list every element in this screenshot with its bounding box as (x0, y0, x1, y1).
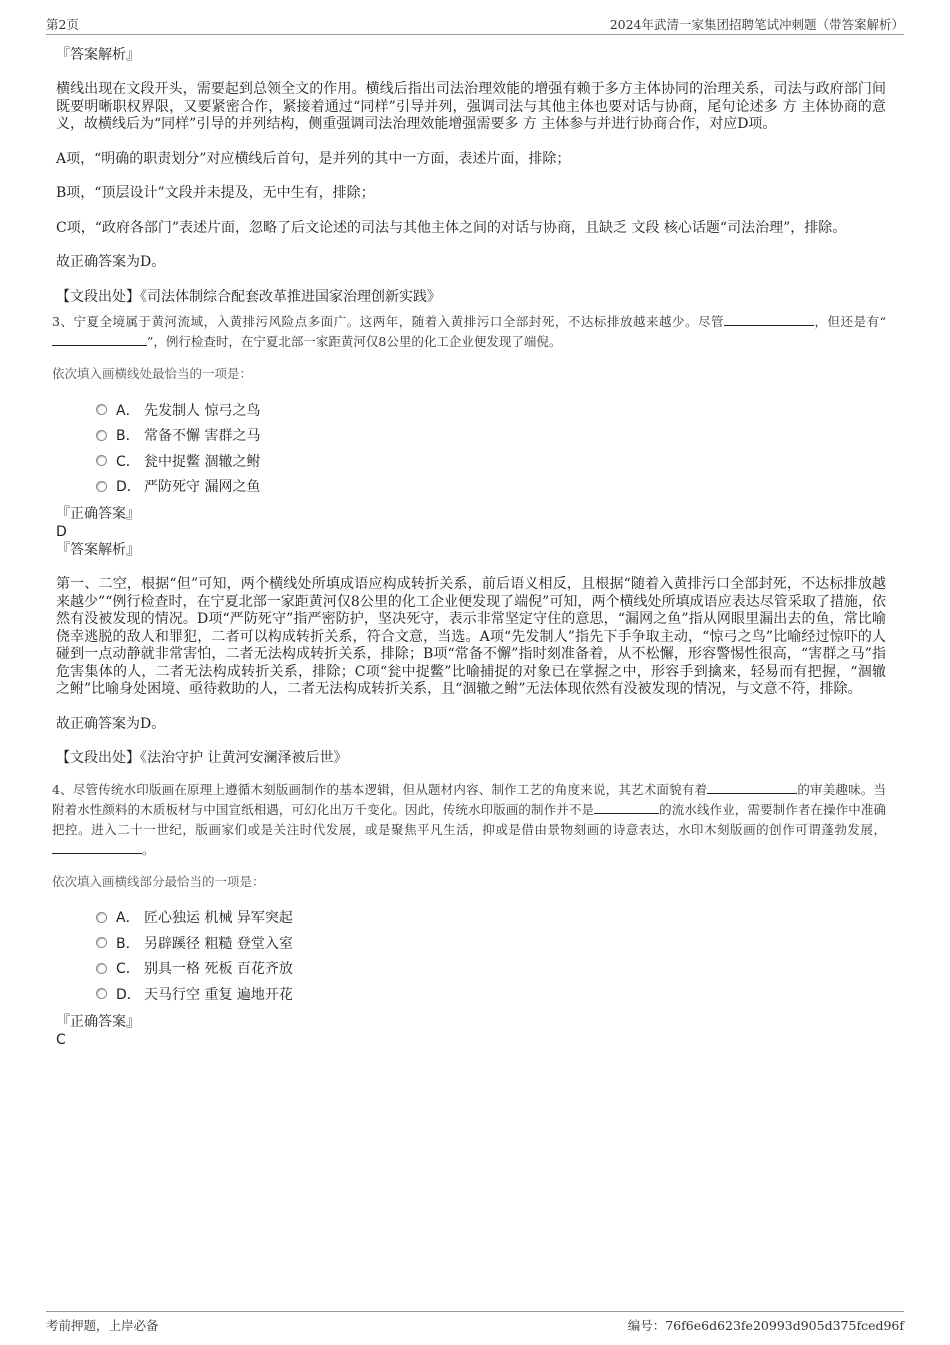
option-d[interactable] (96, 474, 886, 500)
option-text: 严防死守 漏网之鱼 (144, 479, 261, 496)
question-4-prompt: 依次填入画横线部分最恰当的一项是： (52, 873, 265, 889)
page-number: 第2页 (46, 17, 79, 32)
conclusion: 故正确答案为D。 (56, 715, 166, 732)
source-note: 【文段出处】《司法体制综合配套改革推进国家治理创新实践》 (56, 288, 441, 305)
page-header (46, 14, 904, 35)
radio-icon[interactable] (96, 430, 107, 441)
option-a-analysis: A项，“明确的职责划分”对应横线后首句，是并列的其中一方面，表述片面，排除； (56, 150, 571, 167)
answer-blank (707, 781, 797, 794)
question-3-text-a: 3、宁夏全境属于黄河流域，入黄排污风险点多面广。这两年，随着入黄排污口全部封死，不达标排放越来越少。尽管 (52, 314, 725, 329)
document-title: 2024年武清一家集团招聘笔试冲刺题（带答案解析） (609, 17, 904, 32)
option-key: A． (116, 402, 140, 419)
question-3-prompt: 依次填入画横线处最恰当的一项是： (52, 366, 253, 381)
explanation-label: 『答案解析』 (56, 542, 140, 558)
document-serial: 编号：76f6e6d623fe20993d905d375fced96f (627, 1318, 904, 1333)
explanation-label: 『答案解析』 (56, 47, 140, 63)
question-3-text-b: ，但还是有“ (814, 314, 886, 329)
option-key: D． (116, 479, 141, 496)
footer-slogan: 考前押题，上岸必备 (46, 1318, 159, 1333)
page-footer (46, 1311, 904, 1334)
conclusion: 故正确答案为D。 (56, 254, 166, 270)
option-key: B． (116, 428, 140, 445)
radio-icon[interactable] (96, 912, 107, 923)
option-key: D． (116, 986, 141, 1003)
question-3-options (96, 397, 886, 499)
correct-answer: C (56, 1031, 66, 1048)
radio-icon[interactable] (96, 455, 107, 466)
question-3-text-c: ”，例行检查时，在宁夏北部一家距黄河仅8公里的化工企业便发现了端倪。 (147, 334, 562, 349)
option-key: C． (116, 961, 140, 978)
option-text: 瓮中捉鳖 涸辙之鲋 (144, 453, 261, 470)
option-key: A． (116, 910, 140, 927)
option-b[interactable] (96, 423, 886, 449)
radio-icon[interactable] (96, 963, 107, 974)
answer-blank (52, 841, 142, 854)
explanation-text: 第一、二空，根据“但”可知，两个横线处所填成语应构成转折关系，前后语义相反，且根据“随着入黄排污口全部封死，不达标排放越来越少”“例行检查时，在宁夏北部一家距黄河仅8公里的化工企业便发现了端倪”可知，两个横线处所填成语应表达尽管采取了措施，依然有没被发现的情况。D项“严防死守”指严密防护，坚决死守，表示非常坚定守住的意思，“漏网之鱼”指从网眼里漏出去的鱼，常比喻侥幸逃脱的敌人和罪犯，二者可以构成转折关系，符合文意，当选。A项“先发制人”指先下手争取主动，“惊弓之鸟”比喻经过惊吓的人碰到一点动静就非常害怕，二者无法构成转折关系，排除；B项“常备不懈”指时刻准备着，从不松懈，形容警惕性很高，“害群之马”指危害集体的人，二者无法构成转折关系，排除；C项“瓮中捉鳖”比喻捕捉的对象已在掌握之中，形容手到擒来，轻易而有把握，“涸辙之鲋”比喻身处困境、亟待救助的人，二者无法构成转折关系，且“涸辙之鲋”无法体现依然有没被发现的情况，与文意不符，排除。 (56, 576, 886, 697)
question-4-text-c: 的流水线作业，需要制作者在操作中准确把控。进入二十一世纪，版画家们或是关注时代发展，或是聚焦平凡生活，抑或是借由景物刻画的诗意表达，水印木刻版画的创作可谓蓬勃发展， (52, 801, 886, 837)
option-c-analysis: C项，“政府各部门”表述片面，忽略了后文论述的司法与其他主体之间的对话与协商，且缺乏 文段 核心话题“司法治理”，排除。 (56, 219, 847, 236)
explanation-text: 横线出现在文段开头，需要起到总领全文的作用。横线后指出司法治理效能的增强有赖于多方主体协同的治理关系，司法与政府部门间既要明晰职权界限，又要紧密合作，紧接着通过“同样”引导并列，强调司法与其他主体也要对话与协商，尾句论述多 方 主体协商的意义，故横线后为“同样”引导的并列结构，侧重强调司法治理效能增强需要多 方 主体参与并进行协商合作，对应D项。 (56, 81, 886, 132)
option-d[interactable] (96, 981, 886, 1007)
answer-blank (724, 313, 814, 326)
correct-answer: D (56, 524, 67, 540)
document-body (52, 46, 886, 1049)
question-4-text-b: 的审美趣味。当附着水性颜料的木质板材与中国宣纸相遇，可幻化出万千变化。因此，传统水印版画的制作并不是 (52, 781, 886, 817)
source-note: 【文段出处】《法治守护 让黄河安澜泽被后世》 (56, 750, 348, 766)
question-3-stem (52, 312, 886, 352)
radio-icon[interactable] (96, 937, 107, 948)
option-c[interactable] (96, 448, 886, 474)
correct-answer-label: 『正确答案』 (56, 1013, 140, 1030)
question-4-options (96, 905, 886, 1007)
option-a[interactable] (96, 905, 886, 931)
correct-answer-label: 『正确答案』 (56, 506, 140, 522)
radio-icon[interactable] (96, 404, 107, 415)
option-key: B． (116, 935, 140, 952)
option-a[interactable] (96, 397, 886, 423)
question-4-text-d: 。 (142, 841, 155, 857)
question-4-text-a: 4、尽管传统水印版画在原理上遵循木刻版画制作的基本逻辑，但从题材内容、制作工艺的角度来说，其艺术面貌有着 (52, 781, 708, 797)
option-b-analysis: B项，“顶层设计”文段并未提及，无中生有，排除； (56, 185, 375, 201)
option-key: C． (116, 453, 140, 470)
radio-icon[interactable] (96, 481, 107, 492)
option-text: 另辟蹊径 粗糙 登堂入室 (144, 935, 293, 952)
option-b[interactable] (96, 930, 886, 956)
option-text: 常备不懈 害群之马 (144, 428, 261, 445)
answer-blank (594, 801, 659, 814)
answer-blank (52, 333, 147, 346)
option-text: 匠心独运 机械 异军突起 (144, 910, 293, 927)
radio-icon[interactable] (96, 988, 107, 999)
option-text: 天马行空 重复 遍地开花 (144, 986, 293, 1003)
option-text: 先发制人 惊弓之鸟 (144, 402, 261, 419)
question-4-stem (52, 780, 886, 860)
option-c[interactable] (96, 956, 886, 982)
option-text: 别具一格 死板 百花齐放 (144, 961, 293, 978)
